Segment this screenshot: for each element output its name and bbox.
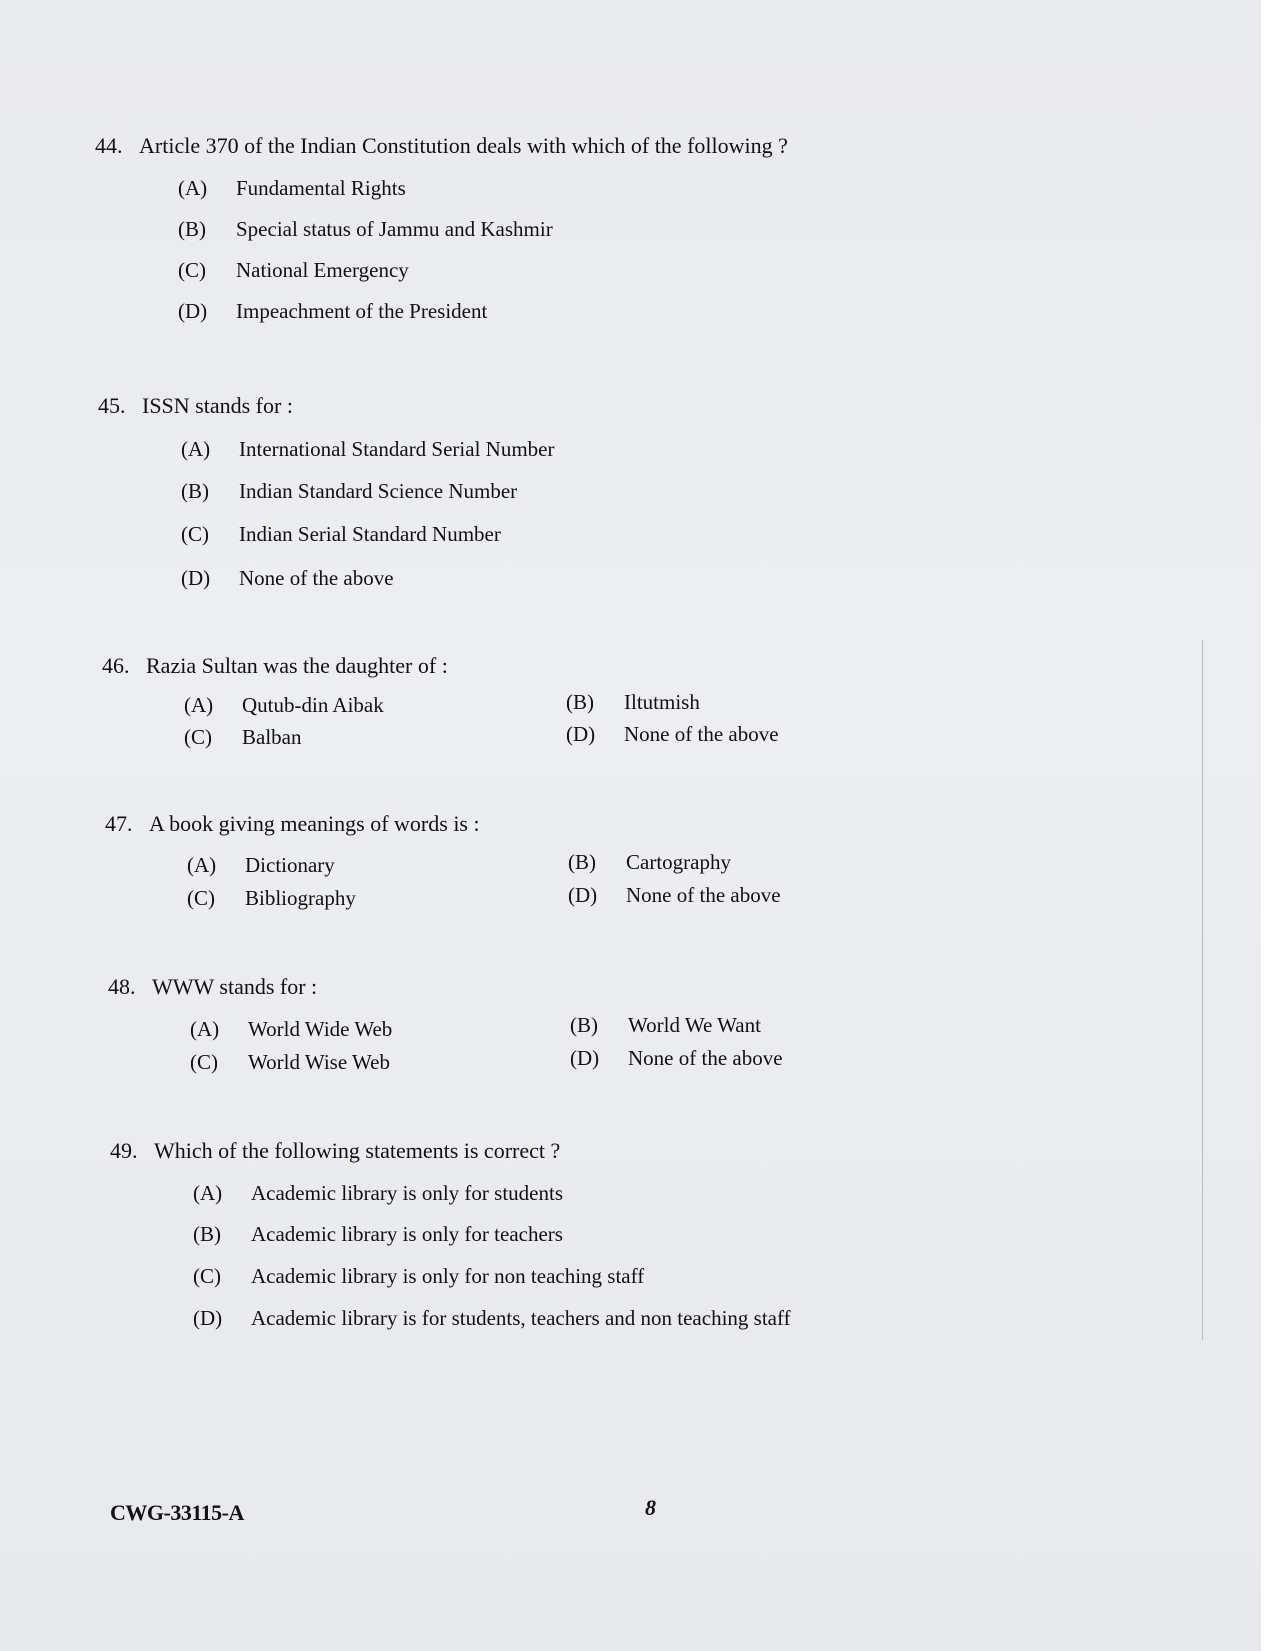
question-number: 44. <box>95 133 123 158</box>
option-a <box>193 1181 563 1206</box>
question-number: 47. <box>105 811 133 836</box>
option-letter: (D) <box>178 299 208 323</box>
option-letter: (D) <box>193 1306 223 1330</box>
option-text: Academic library is for students, teachers and non teaching staff <box>251 1306 791 1330</box>
question-stem <box>110 1138 560 1164</box>
option-text: Fundamental Rights <box>236 176 406 200</box>
option-text: Indian Standard Science Number <box>239 479 518 503</box>
option-letter: (B) <box>181 479 209 503</box>
question-text: Article 370 of the Indian Constitution deals with which of the following ? <box>139 133 788 158</box>
question-number: 46. <box>102 653 130 678</box>
option-text: Academic library is only for non teaching staff <box>251 1264 645 1288</box>
question-text: Razia Sultan was the daughter of : <box>146 653 448 678</box>
option-c <box>178 258 409 283</box>
option-b <box>570 1013 761 1038</box>
option-letter: (C) <box>181 522 209 546</box>
option-c <box>184 725 301 750</box>
question-number: 48. <box>108 974 136 999</box>
option-a <box>184 693 384 718</box>
page-edge <box>1261 0 1275 1651</box>
question-stem <box>108 974 317 1000</box>
option-text: World Wise Web <box>248 1050 390 1074</box>
option-a <box>190 1017 392 1042</box>
question-text: Which of the following statements is correct ? <box>154 1138 561 1163</box>
option-letter: (B) <box>566 690 594 714</box>
option-letter: (A) <box>184 693 214 717</box>
question-stem <box>95 133 788 159</box>
option-b <box>568 850 731 875</box>
option-text: None of the above <box>624 722 779 746</box>
option-d <box>568 883 781 908</box>
option-d <box>193 1306 791 1331</box>
option-text: Academic library is only for teachers <box>251 1222 563 1246</box>
option-b <box>193 1222 563 1247</box>
option-text: None of the above <box>628 1046 783 1070</box>
option-b <box>181 479 517 504</box>
question-number: 45. <box>98 393 126 418</box>
question-text: ISSN stands for : <box>142 393 293 418</box>
option-text: Special status of Jammu and Kashmir <box>236 217 553 241</box>
option-text: World Wide Web <box>248 1017 393 1041</box>
option-letter: (B) <box>178 217 206 241</box>
option-b <box>178 217 553 242</box>
question-text: A book giving meanings of words is : <box>149 811 480 836</box>
option-letter: (A) <box>187 853 217 877</box>
option-c <box>187 886 356 911</box>
option-letter: (B) <box>568 850 596 874</box>
option-a <box>181 437 554 462</box>
option-text: International Standard Serial Number <box>239 437 555 461</box>
option-letter: (C) <box>187 886 215 910</box>
option-text: Bibliography <box>245 886 356 910</box>
option-d <box>178 299 487 324</box>
option-a <box>178 176 406 201</box>
page-number: 8 <box>645 1495 656 1520</box>
question-stem <box>98 393 293 419</box>
question-number: 49. <box>110 1138 138 1163</box>
option-text: National Emergency <box>236 258 409 282</box>
question-stem <box>102 653 448 679</box>
option-letter: (C) <box>190 1050 218 1074</box>
option-text: Cartography <box>626 850 731 874</box>
question-stem <box>105 811 480 837</box>
option-c <box>181 522 501 547</box>
option-text: Impeachment of the President <box>236 299 488 323</box>
option-d <box>570 1046 783 1071</box>
option-text: None of the above <box>626 883 781 907</box>
option-letter: (B) <box>570 1013 598 1037</box>
option-c <box>193 1264 644 1289</box>
option-letter: (A) <box>178 176 208 200</box>
option-text: Academic library is only for students <box>251 1181 564 1205</box>
option-letter: (D) <box>181 566 211 590</box>
option-text: Indian Serial Standard Number <box>239 522 501 546</box>
option-letter: (C) <box>178 258 206 282</box>
option-text: World We Want <box>628 1013 761 1037</box>
option-text: Iltutmish <box>624 690 700 714</box>
question-text: WWW stands for : <box>152 974 318 999</box>
option-letter: (A) <box>181 437 211 461</box>
option-letter: (A) <box>193 1181 223 1205</box>
option-a <box>187 853 335 878</box>
option-text: Dictionary <box>245 853 335 877</box>
option-letter: (C) <box>193 1264 221 1288</box>
option-letter: (C) <box>184 725 212 749</box>
option-letter: (A) <box>190 1017 220 1041</box>
option-text: None of the above <box>239 566 394 590</box>
option-d <box>566 722 779 747</box>
option-c <box>190 1050 390 1075</box>
option-letter: (D) <box>568 883 598 907</box>
option-text: Balban <box>242 725 302 749</box>
option-letter: (B) <box>193 1222 221 1246</box>
option-d <box>181 566 394 591</box>
fold-line <box>1202 640 1203 1340</box>
option-letter: (D) <box>570 1046 600 1070</box>
paper-code: CWG-33115-A <box>110 1500 244 1525</box>
option-letter: (D) <box>566 722 596 746</box>
option-b <box>566 690 700 715</box>
option-text: Qutub-din Aibak <box>242 693 384 717</box>
